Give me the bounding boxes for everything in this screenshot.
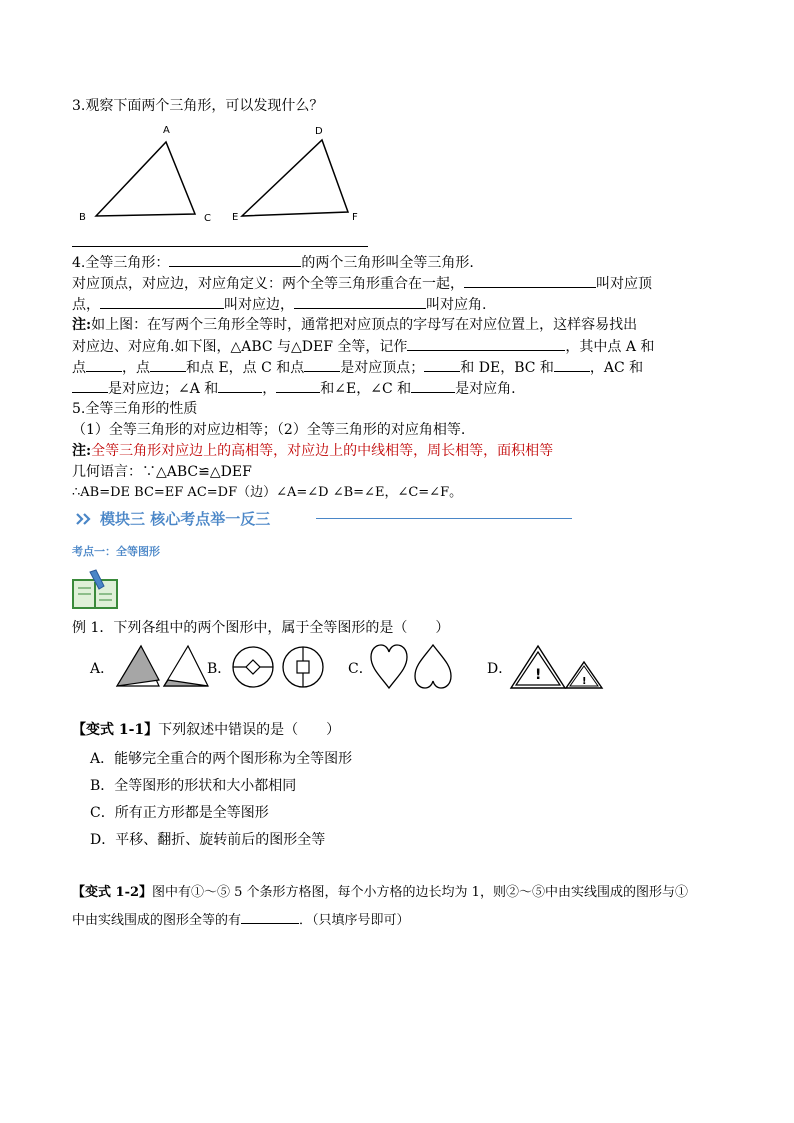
variant1-2-line2: 中由实线围成的图形全等的有 ．（只填序号即可） — [72, 909, 410, 931]
book-pencil-icon — [72, 570, 118, 610]
module-rule — [316, 518, 572, 519]
option-c-label: C． — [348, 661, 373, 677]
triangle-abc — [96, 142, 195, 216]
blank-notation[interactable] — [407, 336, 565, 351]
variant1-1-option-d[interactable]: D．平移、翻折、旋转前后的图形全等 — [90, 832, 326, 848]
blank-angle-f[interactable] — [411, 378, 455, 393]
option-b-label: B． — [207, 661, 232, 677]
example1-question: 例 1．下列各组中的两个图形中，属于全等图形的是（ ） — [72, 620, 450, 636]
section5-properties: （1）全等三角形的对应边相等；（2）全等三角形的对应角相等. — [72, 422, 466, 438]
blank-angle-b[interactable] — [276, 378, 320, 393]
triangle-def — [242, 140, 348, 216]
question-3: 3.观察下面两个三角形，可以发现什么？ — [72, 98, 324, 114]
section4-line7: 是对应边；∠A 和 ， 和∠E，∠C 和 是对应角. — [72, 378, 516, 399]
label-f: F — [352, 212, 358, 223]
variant1-1-question: 【变式 1-1】下列叙述中错误的是（ ） — [72, 722, 341, 738]
section4-line1: 4.全等三角形： 的两个三角形叫全等三角形. — [72, 252, 474, 273]
variant1-2-line1: 【变式 1-2】图中有①～⑤ 5 个条形方格图，每个小方格的边长均为 1，则②～⑤中由实线围成的图形与① — [72, 885, 688, 900]
section4-line5: 对应边、对应角.如下图，△ABC 与△DEF 全等，记作 ，其中点 A 和 — [72, 336, 654, 357]
warning-icon-small: ! — [582, 676, 587, 687]
blank-side-df[interactable] — [72, 378, 108, 393]
double-chevron-icon — [76, 513, 94, 525]
blank-vertices[interactable] — [464, 273, 596, 288]
blank-side-ab[interactable] — [424, 357, 460, 372]
geometry-conclusion: ∴AB=DE BC=EF AC=DF（边）∠A=∠D ∠B=∠E，∠C=∠F。 — [72, 485, 463, 500]
option-d-label: D． — [487, 661, 513, 677]
section4-note: 注:如上图：在写两个三角形全等时，通常把对应顶点的字母写在对应位置上，这样容易找出 — [72, 317, 638, 333]
section5-note: 注:全等三角形对应边上的高相等，对应边上的中线相等，周长相等，面积相等 — [72, 443, 554, 459]
blank-angle-d[interactable] — [218, 378, 262, 393]
section5-title: 5.全等三角形的性质 — [72, 401, 198, 417]
module-title: 模块三 核心考点举一反三 — [100, 510, 271, 528]
section4-line3: 点， 叫对应边， 叫对应角. — [72, 294, 486, 315]
option-b-figure[interactable] — [232, 646, 334, 688]
label-a: A — [163, 125, 170, 136]
blank-definition[interactable] — [169, 252, 301, 267]
variant1-1-option-c[interactable]: C．所有正方形都是全等图形 — [90, 805, 269, 821]
option-d-figure[interactable] — [510, 644, 606, 690]
label-d: D — [315, 126, 323, 137]
label-c: C — [204, 213, 211, 224]
geometry-language: 几何语言：∵△ABC≌△DEF — [72, 464, 252, 480]
triangle-abc-figure — [70, 118, 370, 238]
blank-point-d[interactable] — [86, 357, 122, 372]
blank-answer-1-2[interactable] — [241, 909, 299, 924]
kaodian-title: 考点一：全等图形 — [72, 545, 160, 558]
blank-angles[interactable] — [294, 294, 426, 309]
blank-point-f[interactable] — [304, 357, 340, 372]
variant1-1-option-b[interactable]: B．全等图形的形状和大小都相同 — [90, 778, 297, 794]
label-b: B — [79, 212, 86, 223]
option-c-figure[interactable] — [370, 644, 452, 690]
section4-line6: 点 ，点 和点 E，点 C 和点 是对应顶点； 和 DE，BC 和 ，AC 和 — [72, 357, 643, 378]
answer-line-3[interactable] — [72, 246, 368, 247]
label-e: E — [232, 212, 239, 223]
variant1-1-option-a[interactable]: A．能够完全重合的两个图形称为全等图形 — [90, 751, 353, 767]
option-a-figure[interactable] — [114, 644, 214, 688]
option-a-label: A． — [90, 661, 115, 677]
blank-side-ef[interactable] — [554, 357, 590, 372]
blank-sides[interactable] — [100, 294, 224, 309]
warning-icon-large: ! — [535, 667, 542, 683]
blank-point-b[interactable] — [150, 357, 186, 372]
section4-line2: 对应顶点，对应边，对应角定义：两个全等三角形重合在一起， 叫对应顶 — [72, 273, 652, 294]
